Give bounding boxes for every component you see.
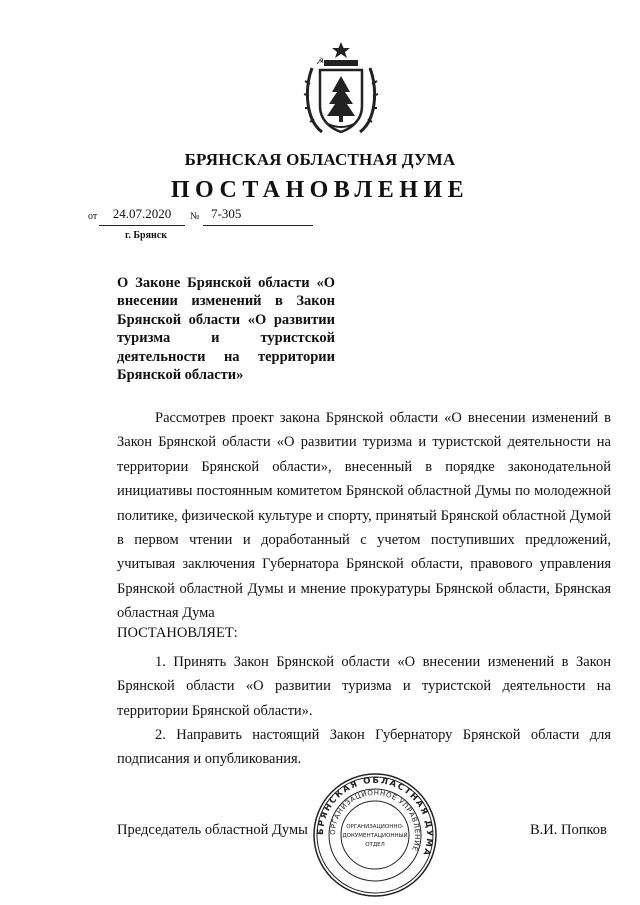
svg-text:☭: ☭ — [316, 57, 325, 67]
date-prefix: от — [88, 211, 98, 222]
document-subject: О Законе Брянской области «О внесении изменений в Закон Брянской области «О развитии туризма и туристской деятельности на территории Брянской области» — [117, 275, 335, 384]
number-underline — [203, 225, 313, 226]
stamp-inner-text: ОРГАНИЗАЦИОННОЕ УПРАВЛЕНИЕ — [328, 788, 422, 853]
decree-word: ПОСТАНОВЛЯЕТ: — [117, 625, 238, 641]
date-underline — [99, 225, 185, 226]
organization-name: БРЯНСКАЯ ОБЛАСТНАЯ ДУМА — [184, 150, 456, 169]
stamp-center-line-1: ОРГАНИЗАЦИОННО- — [346, 824, 404, 830]
decree-item-1: 1. Принять Закон Брянской области «О внесении изменений в Закон Брянской области «О развитии туризма и туристской деятельности на территории Брянской области». — [117, 654, 611, 719]
coat-of-arms-emblem — [302, 40, 380, 142]
city-label: г. Брянск — [125, 230, 167, 241]
document-number: 7-305 — [211, 206, 242, 221]
decree-item-2: 2. Направить настоящий Закон Губернатору Брянской области для подписания и опубликования. — [117, 727, 611, 768]
number-prefix: № — [190, 211, 200, 222]
stamp-center-line-2: ДОКУМЕНТАЦИОННЫЙ — [342, 833, 408, 839]
signer-position: Председатель областной Думы — [117, 822, 308, 838]
stamp-center-line-3: ОТДЕЛ — [365, 842, 385, 848]
preamble-paragraph: Рассмотрев проект закона Брянской области «О внесении изменений в Закон Брянской области «О развитии туризма и туристской деятельности на территории Брянской области», внесенный в порядке законодательной инициативы постоянным комитетом Брянской областной Думы по молодежной политике, физической культуре и спорту, принятый Брянской областной Думой в первом чтении и доработанный с учетом поступивших предложений, учитывая заключения Губернатора Брянской области, правового управления Брянской областной Думы и мнение прокуратуры Брянской области, Брянская областная Дума — [117, 410, 611, 622]
stamp-outer-text: БРЯНСКАЯ ОБЛАСТНАЯ ДУМА — [315, 775, 435, 858]
document-date: 24.07.2020 — [112, 206, 172, 221]
official-stamp-seal — [310, 770, 440, 900]
document-type-title: ПОСТАНОВЛЕНИЕ — [170, 177, 470, 203]
signer-name: В.И. Попков — [530, 822, 607, 838]
